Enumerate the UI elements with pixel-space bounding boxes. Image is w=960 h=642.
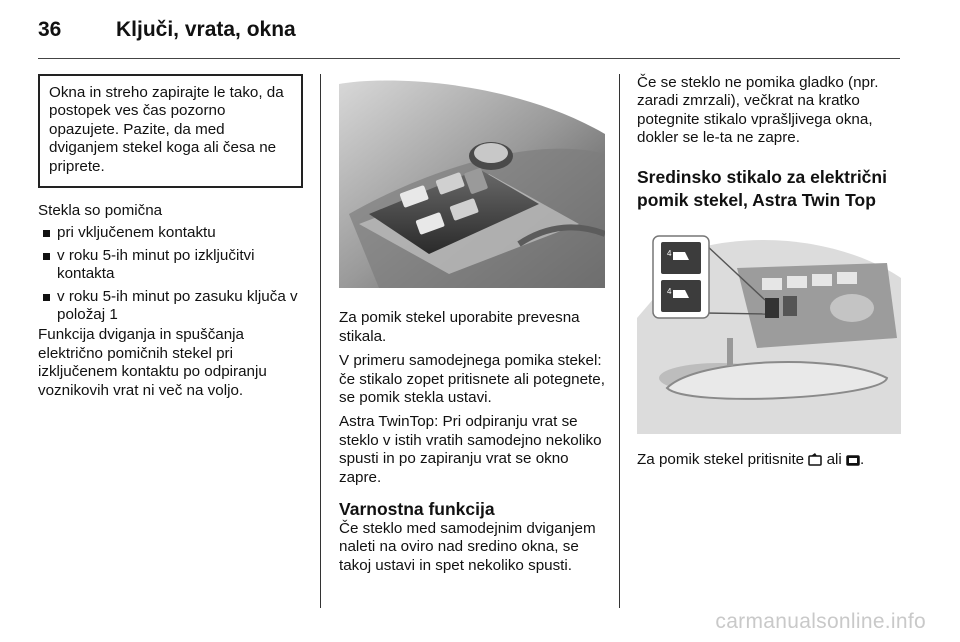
watermark: carmanualsonline.info xyxy=(715,610,926,633)
page-header xyxy=(38,18,296,42)
svg-text:4: 4 xyxy=(667,248,672,258)
column-2 xyxy=(339,74,605,581)
function-note-paragraph: Funkcija dviganja in spuščanja električno pomičnih stekel pri izključenem kontaktu po odpiranju voznikovih vrat ni več na voljo. xyxy=(38,326,267,399)
bullet-square-icon xyxy=(43,294,50,301)
twintop-paragraph: Astra TwinTop: Pri odpiranju vrat se steklo v istih vratih samodejno nekoliko spusti in po zapiranju vrat se okno zapre. xyxy=(339,413,602,486)
column-1 xyxy=(38,74,304,406)
auto-stop-paragraph: V primeru samodejnega pomika stekel: če stikalo zopet pritisnete ali potegnete, se pomik stekla ustavi. xyxy=(339,352,605,407)
list-item: v roku 5-ih minut po zasuku ključa v položaj 1 xyxy=(38,288,304,325)
center-switch-heading: Sredinsko stikalo za električni pomik stekel, Astra Twin Top xyxy=(637,166,887,210)
safety-paragraph: Če steklo med samodejnim dviganjem naleti na oviro nad sredino okna, se takoj ustavi in spet nekoliko spusti. xyxy=(339,520,596,574)
bullet-square-icon xyxy=(43,253,50,260)
door-switch-photo xyxy=(339,74,605,288)
center-switch-caption: Za pomik stekel pritisnite ali . xyxy=(637,451,865,469)
safety-heading: Varnostna funkcija xyxy=(339,499,495,520)
warning-note-box xyxy=(38,74,303,188)
window-up-icon xyxy=(808,452,822,466)
list-item: pri vključenem kontaktu xyxy=(38,224,304,242)
switch-usage-paragraph: Za pomik stekel uporabite prevesna stikala. xyxy=(339,309,580,345)
page-title: Ključi, vrata, okna xyxy=(116,18,296,41)
conditions-list xyxy=(38,224,304,324)
header-rule xyxy=(38,58,900,59)
column-3 xyxy=(637,74,901,475)
center-switch-photo xyxy=(637,228,901,434)
list-item: v roku 5-ih minut po izključitvi kontakta xyxy=(38,247,304,284)
svg-text:4: 4 xyxy=(667,286,672,296)
windows-intro: Stekla so pomična xyxy=(38,202,163,220)
frost-paragraph: Če se steklo ne pomika gladko (npr. zaradi zmrzali), večkrat na kratko potegnite stikalo vprašljivega okna, dokler se le-ta ne zapre. xyxy=(637,74,879,147)
page-number: 36 xyxy=(38,18,62,41)
warning-note-text: Okna in streho zapirajte le tako, da postopek ves čas pozorno opazujete. Pazite, da med dviganjem stekel koga ali česa ne priprete. xyxy=(49,84,284,175)
bullet-square-icon xyxy=(43,230,50,237)
column-divider-2 xyxy=(619,74,620,608)
window-down-icon xyxy=(846,452,860,466)
column-divider-1 xyxy=(320,74,321,608)
